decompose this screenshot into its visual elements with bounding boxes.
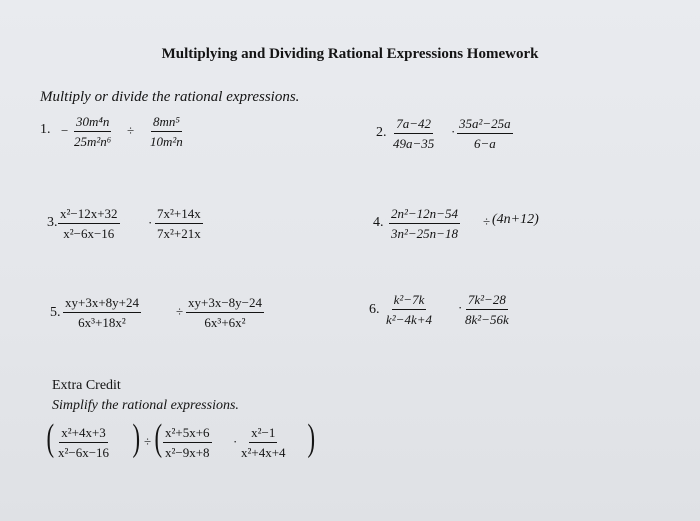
numerator: x²−1 xyxy=(249,425,277,443)
left-paren: ( xyxy=(154,417,163,459)
numerator: 8mn⁵ xyxy=(151,114,182,132)
numerator: 7a−42 xyxy=(394,116,433,134)
fraction xyxy=(457,116,513,151)
instructions: Multiply or divide the rational expressions. xyxy=(40,89,300,105)
numerator: 7k²−28 xyxy=(466,292,508,310)
fraction xyxy=(56,425,111,460)
numerator: 30m⁴n xyxy=(74,114,111,132)
divide-operator: ÷ xyxy=(483,214,491,229)
problem-number: 2. xyxy=(376,125,387,140)
denominator: 7x²+21x xyxy=(157,226,201,241)
right-paren: ) xyxy=(307,417,316,459)
denominator: 10m²n xyxy=(150,134,183,149)
extra-credit-instructions: Simplify the rational expressions. xyxy=(52,398,239,413)
divide-operator: ÷ xyxy=(144,434,152,449)
page-title: Multiplying and Dividing Rational Expressions Homework xyxy=(161,46,539,62)
numerator: 2n²−12n−54 xyxy=(389,206,460,224)
numerator: x²−12x+32 xyxy=(58,206,120,224)
multiply-operator: · xyxy=(233,434,238,449)
divide-operator: ÷ xyxy=(176,304,184,319)
fraction xyxy=(463,292,511,327)
problem-number: 5. xyxy=(50,305,61,320)
numerator: xy+3x−8y−24 xyxy=(186,295,264,313)
problem-number: 6. xyxy=(369,302,380,317)
minus-sign: − xyxy=(61,123,69,138)
numerator: x²+4x+3 xyxy=(59,425,108,443)
denominator: 6x³+6x² xyxy=(204,315,246,330)
denominator: 3n²−25n−18 xyxy=(391,226,458,241)
right-paren: ) xyxy=(132,417,141,459)
denominator: x²−9x+8 xyxy=(165,445,210,460)
fraction xyxy=(239,425,288,460)
divide-operator: ÷ xyxy=(127,123,135,138)
denominator: 49a−35 xyxy=(393,136,435,151)
fraction xyxy=(389,206,460,241)
fraction xyxy=(148,114,185,149)
left-paren: ( xyxy=(46,417,55,459)
fraction xyxy=(155,206,203,241)
denominator: x²−6x−16 xyxy=(63,226,115,241)
denominator: 6x³+18x² xyxy=(78,315,126,330)
denominator: k²−4k+4 xyxy=(386,312,432,327)
fraction xyxy=(391,116,436,151)
problem-number: 3. xyxy=(47,215,58,230)
denominator: 25m²n⁶ xyxy=(74,134,112,149)
multiply-operator: · xyxy=(458,300,463,315)
denominator: 6−a xyxy=(473,136,496,151)
denominator: 8k²−56k xyxy=(465,312,509,327)
divisor-expression: (4n+12) xyxy=(492,212,539,227)
problem-number: 1. xyxy=(40,122,51,137)
numerator: xy+3x+8y+24 xyxy=(63,295,141,313)
fraction xyxy=(384,292,434,327)
fraction xyxy=(58,206,120,241)
denominator: x²−6x−16 xyxy=(58,445,110,460)
fraction xyxy=(186,295,264,330)
extra-credit-label: Extra Credit xyxy=(52,378,121,393)
multiply-operator: · xyxy=(148,215,153,230)
numerator: k²−7k xyxy=(392,292,427,310)
fraction xyxy=(72,114,113,149)
fraction xyxy=(163,425,212,460)
numerator: x²+5x+6 xyxy=(163,425,212,443)
denominator: x²+4x+4 xyxy=(241,445,286,460)
problem-number: 4. xyxy=(373,215,384,230)
numerator: 35a²−25a xyxy=(457,116,513,134)
numerator: 7x²+14x xyxy=(155,206,203,224)
multiply-operator: · xyxy=(451,124,456,139)
fraction xyxy=(63,295,141,330)
